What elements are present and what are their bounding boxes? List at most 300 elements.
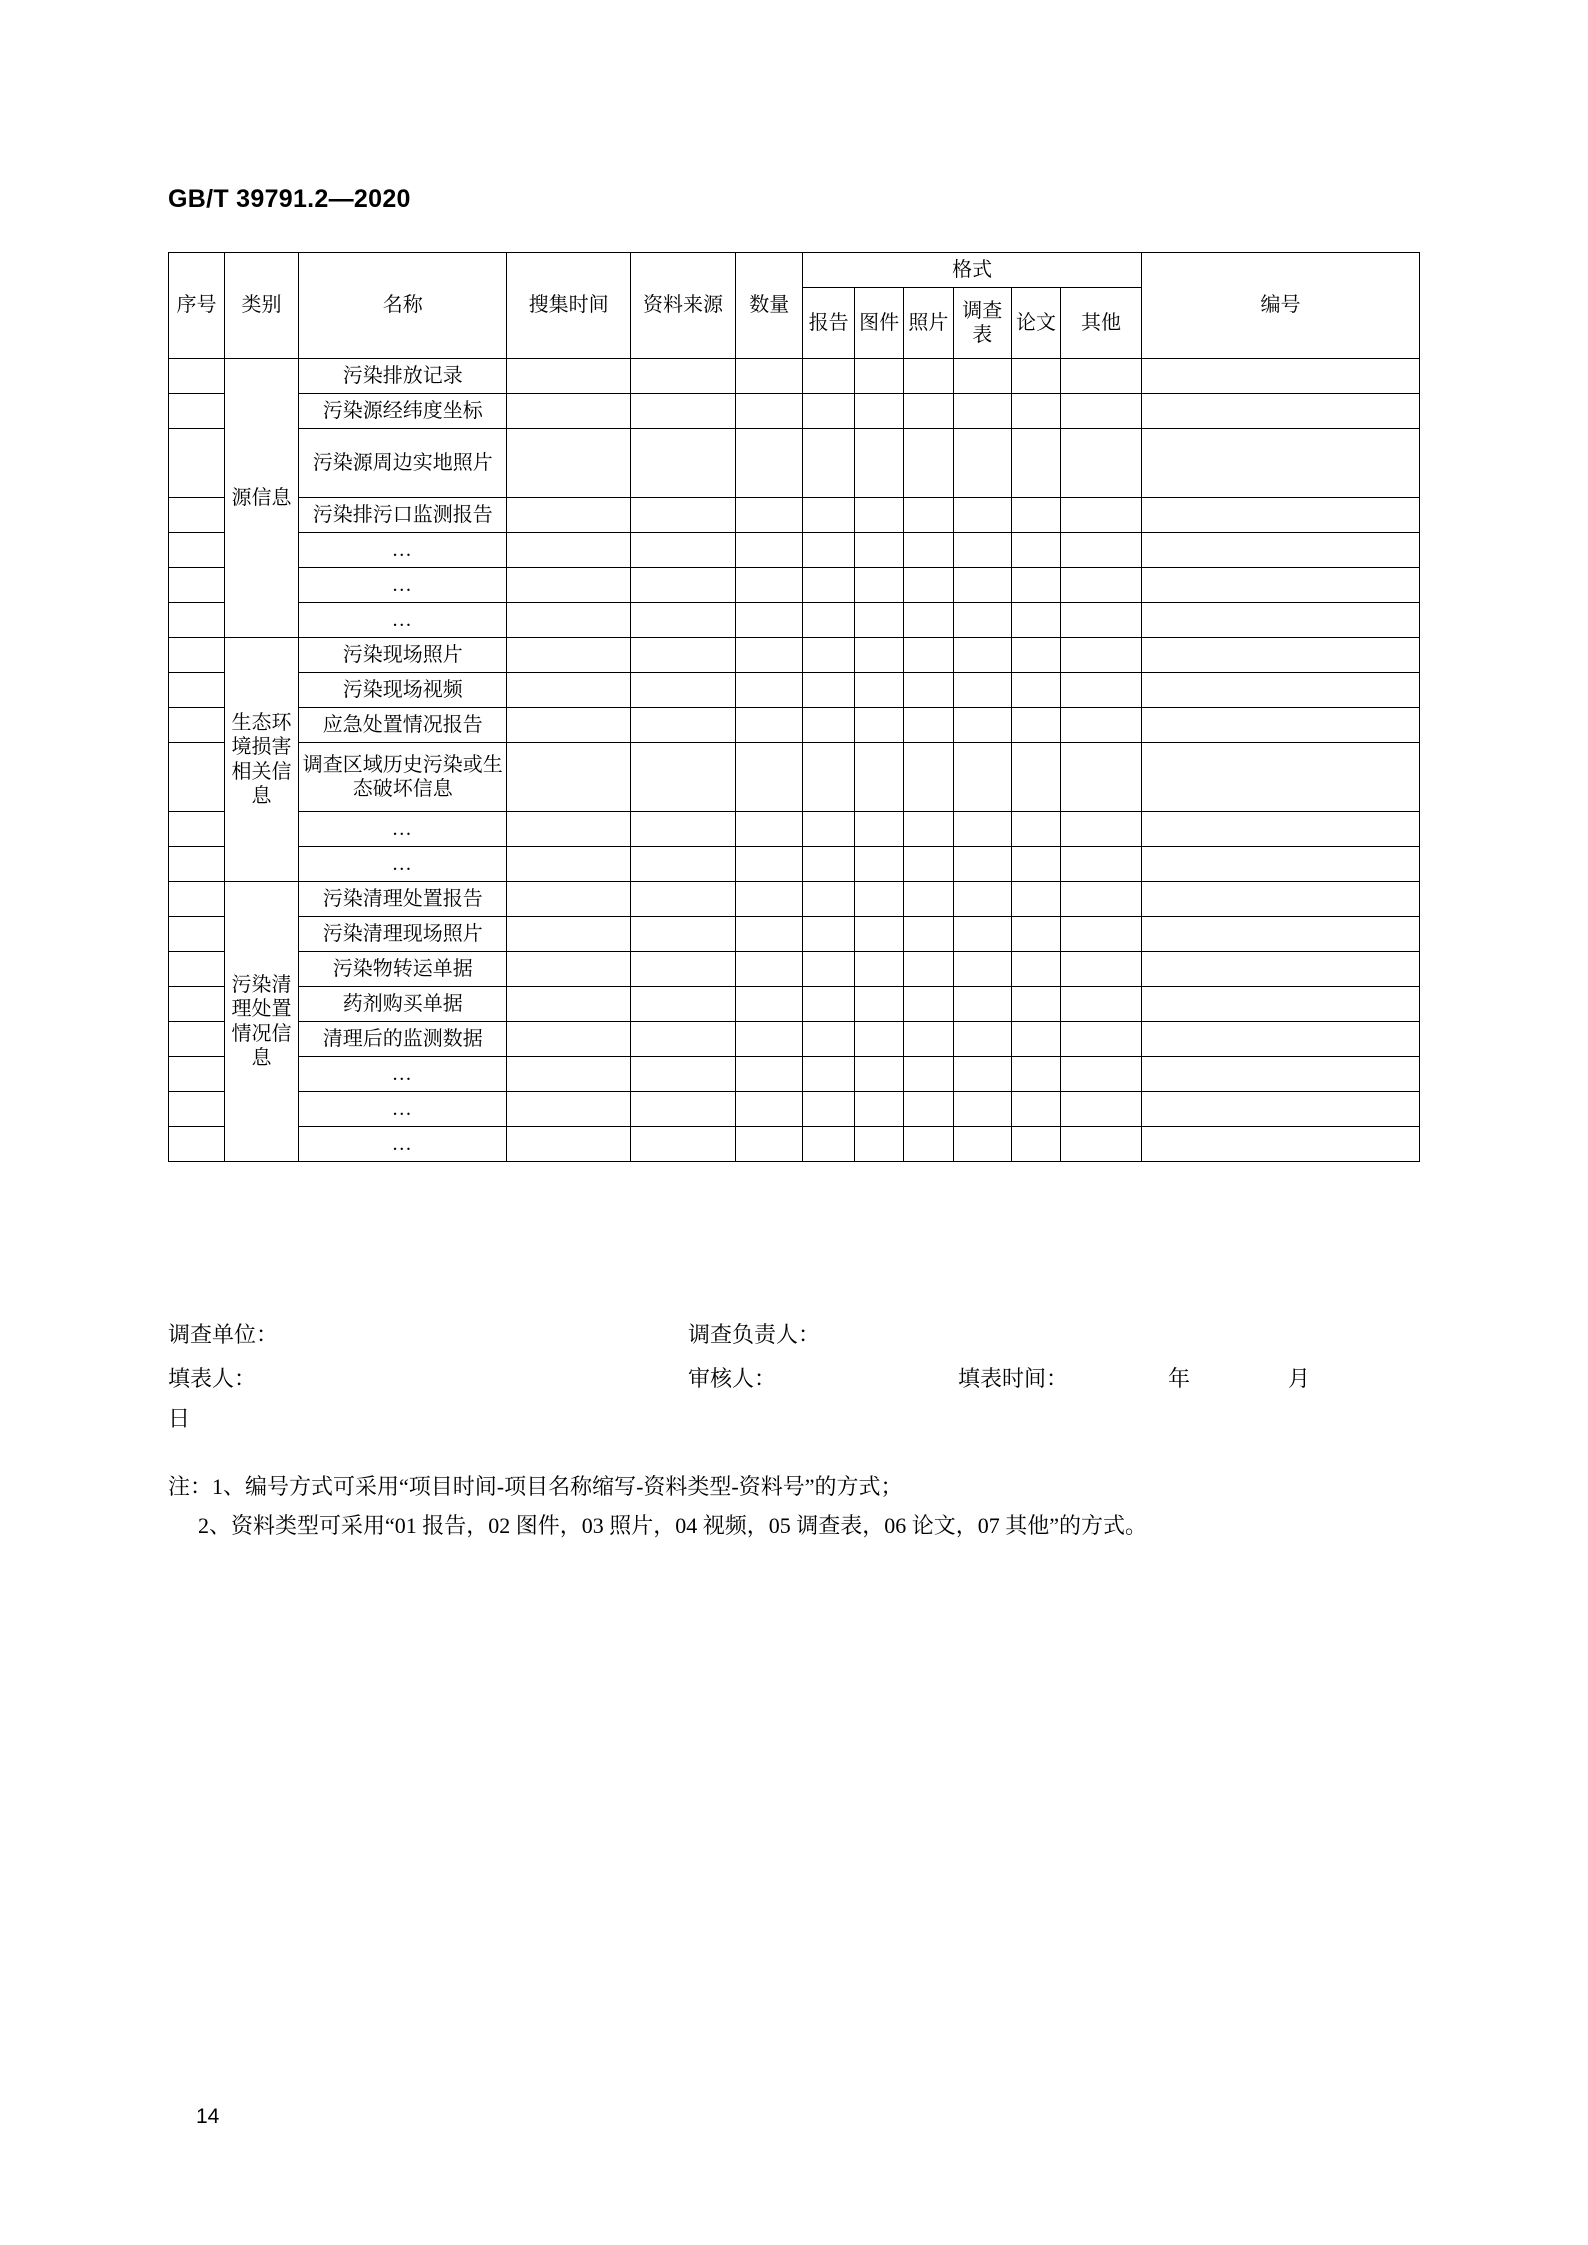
cell-format-drawing[interactable]	[854, 394, 903, 429]
cell-format-report[interactable]	[803, 917, 855, 952]
cell-format-other[interactable]	[1061, 708, 1142, 743]
cell-format-report[interactable]	[803, 708, 855, 743]
cell-format-questionnaire[interactable]	[953, 1022, 1011, 1057]
header-format-group: 格式	[803, 253, 1142, 288]
header-source: 资料来源	[630, 253, 735, 359]
header-format-other: 其他	[1061, 288, 1142, 359]
cell-collect-time[interactable]	[507, 394, 630, 429]
table-row	[169, 708, 1420, 743]
cell-format-drawing[interactable]	[854, 638, 903, 673]
cell-format-photo[interactable]	[904, 917, 953, 952]
cell-name: 污染清理处置报告	[299, 882, 507, 917]
cell-name: …	[299, 603, 507, 638]
cell-code[interactable]	[1141, 812, 1419, 847]
cell-format-other[interactable]	[1061, 394, 1142, 429]
cell-format-drawing[interactable]	[854, 603, 903, 638]
cell-format-questionnaire[interactable]	[953, 1092, 1011, 1127]
cell-format-paper[interactable]	[1011, 1127, 1060, 1162]
cell-code[interactable]	[1141, 568, 1419, 603]
cell-format-questionnaire[interactable]	[953, 743, 1011, 812]
cell-format-other[interactable]	[1061, 812, 1142, 847]
cell-name: …	[299, 568, 507, 603]
table-row	[169, 743, 1420, 812]
cell-quantity[interactable]	[736, 429, 803, 498]
cell-format-drawing[interactable]	[854, 1127, 903, 1162]
cell-format-drawing[interactable]	[854, 1057, 903, 1092]
cell-source[interactable]	[630, 952, 735, 987]
cell-seq[interactable]	[169, 533, 225, 568]
cell-format-paper[interactable]	[1011, 847, 1060, 882]
cell-format-drawing[interactable]	[854, 952, 903, 987]
cell-name: 污染源经纬度坐标	[299, 394, 507, 429]
cell-format-paper[interactable]	[1011, 1092, 1060, 1127]
cell-source[interactable]	[630, 917, 735, 952]
cell-seq[interactable]	[169, 394, 225, 429]
table-row	[169, 847, 1420, 882]
cell-seq[interactable]	[169, 498, 225, 533]
cell-code[interactable]	[1141, 952, 1419, 987]
table-header-row-1	[169, 253, 1420, 288]
signature-line-1	[168, 1318, 1428, 1362]
cell-format-report[interactable]	[803, 743, 855, 812]
cell-format-other[interactable]	[1061, 952, 1142, 987]
cell-source[interactable]	[630, 987, 735, 1022]
cell-seq[interactable]	[169, 708, 225, 743]
table-row	[169, 638, 1420, 673]
label-reviewer: 审核人：	[688, 1366, 777, 1391]
cell-name: 污染现场视频	[299, 673, 507, 708]
table-row	[169, 952, 1420, 987]
cell-quantity[interactable]	[736, 812, 803, 847]
cell-quantity[interactable]	[736, 603, 803, 638]
cell-name: 污染排放记录	[299, 359, 507, 394]
cell-format-other[interactable]	[1061, 882, 1142, 917]
table-row	[169, 429, 1420, 498]
cell-collect-time[interactable]	[507, 638, 630, 673]
cell-format-photo[interactable]	[904, 533, 953, 568]
cell-format-other[interactable]	[1061, 1022, 1142, 1057]
cell-format-paper[interactable]	[1011, 1057, 1060, 1092]
cell-code[interactable]	[1141, 1022, 1419, 1057]
header-quantity: 数量	[736, 253, 803, 359]
cell-seq[interactable]	[169, 359, 225, 394]
cell-name: 药剂购买单据	[299, 987, 507, 1022]
cell-seq[interactable]	[169, 812, 225, 847]
cell-format-photo[interactable]	[904, 1092, 953, 1127]
cell-quantity[interactable]	[736, 673, 803, 708]
cell-collect-time[interactable]	[507, 1057, 630, 1092]
cell-category-3: 污染清理处置情况信息	[225, 882, 299, 1162]
cell-format-questionnaire[interactable]	[953, 603, 1011, 638]
cell-source[interactable]	[630, 568, 735, 603]
cell-name: 污染物转运单据	[299, 952, 507, 987]
cell-seq[interactable]	[169, 952, 225, 987]
cell-code[interactable]	[1141, 498, 1419, 533]
cell-format-photo[interactable]	[904, 812, 953, 847]
cell-category-2: 生态环境损害相关信息	[225, 638, 299, 882]
cell-format-report[interactable]	[803, 568, 855, 603]
label-day: 日	[168, 1406, 191, 1431]
cell-format-photo[interactable]	[904, 603, 953, 638]
header-category: 类别	[225, 253, 299, 359]
cell-format-other[interactable]	[1061, 673, 1142, 708]
cell-source[interactable]	[630, 708, 735, 743]
cell-format-paper[interactable]	[1011, 708, 1060, 743]
label-month: 月	[1288, 1366, 1311, 1391]
cell-format-questionnaire[interactable]	[953, 708, 1011, 743]
cell-name: 污染排污口监测报告	[299, 498, 507, 533]
cell-category-1: 源信息	[225, 359, 299, 638]
cell-name: …	[299, 1057, 507, 1092]
cell-format-drawing[interactable]	[854, 359, 903, 394]
cell-code[interactable]	[1141, 743, 1419, 812]
cell-format-paper[interactable]	[1011, 812, 1060, 847]
cell-format-paper[interactable]	[1011, 359, 1060, 394]
cell-code[interactable]	[1141, 1092, 1419, 1127]
cell-source[interactable]	[630, 882, 735, 917]
cell-code[interactable]	[1141, 359, 1419, 394]
cell-collect-time[interactable]	[507, 952, 630, 987]
cell-code[interactable]	[1141, 394, 1419, 429]
cell-collect-time[interactable]	[507, 568, 630, 603]
label-filler: 填表人：	[168, 1366, 257, 1391]
cell-name: …	[299, 1092, 507, 1127]
cell-source[interactable]	[630, 1127, 735, 1162]
cell-seq[interactable]	[169, 1092, 225, 1127]
table-row	[169, 568, 1420, 603]
cell-format-photo[interactable]	[904, 708, 953, 743]
cell-format-drawing[interactable]	[854, 1022, 903, 1057]
cell-seq[interactable]	[169, 1057, 225, 1092]
table-row	[169, 1022, 1420, 1057]
signature-block	[168, 1318, 1428, 1406]
table-row	[169, 533, 1420, 568]
cell-source[interactable]	[630, 533, 735, 568]
cell-quantity[interactable]	[736, 743, 803, 812]
cell-source[interactable]	[630, 1057, 735, 1092]
cell-source[interactable]	[630, 359, 735, 394]
cell-quantity[interactable]	[736, 952, 803, 987]
cell-format-questionnaire[interactable]	[953, 952, 1011, 987]
cell-format-photo[interactable]	[904, 568, 953, 603]
cell-format-other[interactable]	[1061, 1127, 1142, 1162]
cell-format-photo[interactable]	[904, 673, 953, 708]
cell-quantity[interactable]	[736, 847, 803, 882]
cell-code[interactable]	[1141, 987, 1419, 1022]
cell-format-drawing[interactable]	[854, 429, 903, 498]
cell-source[interactable]	[630, 812, 735, 847]
cell-format-report[interactable]	[803, 498, 855, 533]
cell-quantity[interactable]	[736, 394, 803, 429]
cell-format-paper[interactable]	[1011, 917, 1060, 952]
cell-format-drawing[interactable]	[854, 847, 903, 882]
header-format-questionnaire: 调查表	[953, 288, 1011, 359]
note-1: 注：1、编号方式可采用“项目时间-项目名称缩写-资料类型-资料号”的方式；	[168, 1474, 903, 1499]
cell-quantity[interactable]	[736, 1092, 803, 1127]
cell-code[interactable]	[1141, 1127, 1419, 1162]
cell-name: 污染现场照片	[299, 638, 507, 673]
cell-format-other[interactable]	[1061, 847, 1142, 882]
cell-collect-time[interactable]	[507, 1022, 630, 1057]
cell-format-photo[interactable]	[904, 638, 953, 673]
cell-format-report[interactable]	[803, 673, 855, 708]
cell-format-drawing[interactable]	[854, 498, 903, 533]
cell-format-other[interactable]	[1061, 603, 1142, 638]
cell-name: …	[299, 812, 507, 847]
cell-format-drawing[interactable]	[854, 917, 903, 952]
cell-source[interactable]	[630, 394, 735, 429]
cell-format-photo[interactable]	[904, 429, 953, 498]
cell-quantity[interactable]	[736, 359, 803, 394]
cell-quantity[interactable]	[736, 498, 803, 533]
cell-format-report[interactable]	[803, 1057, 855, 1092]
cell-seq[interactable]	[169, 429, 225, 498]
cell-format-drawing[interactable]	[854, 708, 903, 743]
cell-source[interactable]	[630, 638, 735, 673]
cell-format-questionnaire[interactable]	[953, 917, 1011, 952]
header-seq: 序号	[169, 253, 225, 359]
cell-collect-time[interactable]	[507, 987, 630, 1022]
cell-format-report[interactable]	[803, 1127, 855, 1162]
cell-format-questionnaire[interactable]	[953, 1057, 1011, 1092]
cell-format-other[interactable]	[1061, 917, 1142, 952]
cell-format-photo[interactable]	[904, 394, 953, 429]
cell-code[interactable]	[1141, 429, 1419, 498]
cell-format-paper[interactable]	[1011, 1022, 1060, 1057]
cell-source[interactable]	[630, 1092, 735, 1127]
cell-format-drawing[interactable]	[854, 533, 903, 568]
header-code: 编号	[1141, 253, 1419, 359]
cell-seq[interactable]	[169, 673, 225, 708]
table-row	[169, 394, 1420, 429]
cell-seq[interactable]	[169, 638, 225, 673]
cell-collect-time[interactable]	[507, 917, 630, 952]
cell-seq[interactable]	[169, 882, 225, 917]
label-survey-unit: 调查单位：	[168, 1322, 279, 1347]
cell-format-photo[interactable]	[904, 1127, 953, 1162]
cell-code[interactable]	[1141, 533, 1419, 568]
cell-quantity[interactable]	[736, 882, 803, 917]
cell-format-drawing[interactable]	[854, 812, 903, 847]
cell-name: …	[299, 847, 507, 882]
cell-collect-time[interactable]	[507, 498, 630, 533]
cell-format-other[interactable]	[1061, 533, 1142, 568]
table-row	[169, 603, 1420, 638]
cell-format-questionnaire[interactable]	[953, 987, 1011, 1022]
cell-code[interactable]	[1141, 847, 1419, 882]
cell-format-other[interactable]	[1061, 743, 1142, 812]
cell-seq[interactable]	[169, 603, 225, 638]
cell-format-drawing[interactable]	[854, 673, 903, 708]
cell-seq[interactable]	[169, 847, 225, 882]
cell-format-paper[interactable]	[1011, 568, 1060, 603]
cell-quantity[interactable]	[736, 568, 803, 603]
cell-collect-time[interactable]	[507, 359, 630, 394]
cell-quantity[interactable]	[736, 1022, 803, 1057]
cell-name: 应急处置情况报告	[299, 708, 507, 743]
cell-format-other[interactable]	[1061, 638, 1142, 673]
cell-format-other[interactable]	[1061, 498, 1142, 533]
cell-format-paper[interactable]	[1011, 533, 1060, 568]
header-name: 名称	[299, 253, 507, 359]
cell-format-report[interactable]	[803, 1022, 855, 1057]
cell-format-paper[interactable]	[1011, 882, 1060, 917]
cell-format-photo[interactable]	[904, 498, 953, 533]
cell-collect-time[interactable]	[507, 882, 630, 917]
cell-seq[interactable]	[169, 1022, 225, 1057]
cell-source[interactable]	[630, 603, 735, 638]
cell-format-paper[interactable]	[1011, 498, 1060, 533]
cell-format-paper[interactable]	[1011, 638, 1060, 673]
cell-collect-time[interactable]	[507, 673, 630, 708]
cell-quantity[interactable]	[736, 533, 803, 568]
table-row	[169, 673, 1420, 708]
cell-format-photo[interactable]	[904, 359, 953, 394]
cell-format-report[interactable]	[803, 394, 855, 429]
cell-source[interactable]	[630, 673, 735, 708]
note-2: 2、资料类型可采用“01 报告，02 图件，03 照片，04 视频，05 调查表，06 论文，07 其他”的方式。	[198, 1512, 1148, 1538]
cell-collect-time[interactable]	[507, 429, 630, 498]
cell-format-questionnaire[interactable]	[953, 882, 1011, 917]
cell-format-photo[interactable]	[904, 1022, 953, 1057]
cell-quantity[interactable]	[736, 708, 803, 743]
cell-format-photo[interactable]	[904, 1057, 953, 1092]
cell-format-report[interactable]	[803, 638, 855, 673]
cell-format-paper[interactable]	[1011, 673, 1060, 708]
cell-format-questionnaire[interactable]	[953, 638, 1011, 673]
cell-format-paper[interactable]	[1011, 394, 1060, 429]
cell-format-report[interactable]	[803, 1092, 855, 1127]
cell-format-drawing[interactable]	[854, 743, 903, 812]
cell-format-questionnaire[interactable]	[953, 429, 1011, 498]
cell-name: 污染源周边实地照片	[299, 429, 507, 498]
cell-format-other[interactable]	[1061, 1092, 1142, 1127]
cell-format-drawing[interactable]	[854, 882, 903, 917]
cell-collect-time[interactable]	[507, 708, 630, 743]
cell-collect-time[interactable]	[507, 847, 630, 882]
cell-format-paper[interactable]	[1011, 603, 1060, 638]
cell-collect-time[interactable]	[507, 603, 630, 638]
cell-format-photo[interactable]	[904, 743, 953, 812]
cell-source[interactable]	[630, 498, 735, 533]
cell-collect-time[interactable]	[507, 812, 630, 847]
cell-format-photo[interactable]	[904, 987, 953, 1022]
cell-source[interactable]	[630, 847, 735, 882]
header-collect-time: 搜集时间	[507, 253, 630, 359]
cell-quantity[interactable]	[736, 987, 803, 1022]
cell-quantity[interactable]	[736, 1127, 803, 1162]
cell-format-other[interactable]	[1061, 1057, 1142, 1092]
cell-collect-time[interactable]	[507, 1092, 630, 1127]
cell-source[interactable]	[630, 429, 735, 498]
cell-code[interactable]	[1141, 882, 1419, 917]
cell-name: 污染清理现场照片	[299, 917, 507, 952]
cell-code[interactable]	[1141, 638, 1419, 673]
header-format-report: 报告	[803, 288, 855, 359]
cell-quantity[interactable]	[736, 917, 803, 952]
cell-format-questionnaire[interactable]	[953, 1127, 1011, 1162]
cell-format-report[interactable]	[803, 533, 855, 568]
label-fill-time: 填表时间：	[958, 1366, 1069, 1391]
cell-code[interactable]	[1141, 673, 1419, 708]
table-row	[169, 359, 1420, 394]
cell-seq[interactable]	[169, 743, 225, 812]
cell-quantity[interactable]	[736, 1057, 803, 1092]
cell-collect-time[interactable]	[507, 743, 630, 812]
cell-source[interactable]	[630, 743, 735, 812]
cell-format-other[interactable]	[1061, 568, 1142, 603]
cell-format-questionnaire[interactable]	[953, 673, 1011, 708]
cell-format-questionnaire[interactable]	[953, 533, 1011, 568]
cell-format-photo[interactable]	[904, 847, 953, 882]
signature-line-2	[168, 1362, 1428, 1406]
cell-format-report[interactable]	[803, 812, 855, 847]
cell-format-report[interactable]	[803, 359, 855, 394]
cell-format-photo[interactable]	[904, 952, 953, 987]
table-row	[169, 987, 1420, 1022]
cell-format-questionnaire[interactable]	[953, 359, 1011, 394]
cell-seq[interactable]	[169, 987, 225, 1022]
table-row	[169, 1127, 1420, 1162]
cell-format-paper[interactable]	[1011, 952, 1060, 987]
cell-format-report[interactable]	[803, 882, 855, 917]
cell-format-photo[interactable]	[904, 882, 953, 917]
cell-code[interactable]	[1141, 917, 1419, 952]
cell-code[interactable]	[1141, 1057, 1419, 1092]
cell-seq[interactable]	[169, 917, 225, 952]
table-row	[169, 1057, 1420, 1092]
cell-format-report[interactable]	[803, 952, 855, 987]
data-collection-table	[168, 252, 1420, 1162]
cell-format-report[interactable]	[803, 603, 855, 638]
cell-name: …	[299, 1127, 507, 1162]
cell-format-questionnaire[interactable]	[953, 498, 1011, 533]
cell-format-drawing[interactable]	[854, 987, 903, 1022]
cell-format-drawing[interactable]	[854, 568, 903, 603]
cell-code[interactable]	[1141, 603, 1419, 638]
cell-format-questionnaire[interactable]	[953, 568, 1011, 603]
notes-block	[168, 1468, 1438, 1545]
cell-format-drawing[interactable]	[854, 1092, 903, 1127]
cell-name: 调查区域历史污染或生态破坏信息	[299, 743, 507, 812]
table-row	[169, 1092, 1420, 1127]
cell-format-questionnaire[interactable]	[953, 394, 1011, 429]
cell-format-report[interactable]	[803, 429, 855, 498]
header-format-paper: 论文	[1011, 288, 1060, 359]
cell-format-other[interactable]	[1061, 359, 1142, 394]
cell-format-questionnaire[interactable]	[953, 812, 1011, 847]
cell-format-paper[interactable]	[1011, 743, 1060, 812]
cell-format-report[interactable]	[803, 987, 855, 1022]
cell-format-other[interactable]	[1061, 987, 1142, 1022]
cell-seq[interactable]	[169, 568, 225, 603]
cell-format-paper[interactable]	[1011, 987, 1060, 1022]
table-row	[169, 917, 1420, 952]
header-format-drawing: 图件	[854, 288, 903, 359]
cell-format-report[interactable]	[803, 847, 855, 882]
cell-source[interactable]	[630, 1022, 735, 1057]
cell-seq[interactable]	[169, 1127, 225, 1162]
cell-quantity[interactable]	[736, 638, 803, 673]
cell-collect-time[interactable]	[507, 1127, 630, 1162]
cell-format-questionnaire[interactable]	[953, 847, 1011, 882]
cell-format-other[interactable]	[1061, 429, 1142, 498]
standard-number: GB/T 39791.2—2020	[168, 185, 411, 213]
table-row	[169, 812, 1420, 847]
cell-format-paper[interactable]	[1011, 429, 1060, 498]
cell-code[interactable]	[1141, 708, 1419, 743]
cell-collect-time[interactable]	[507, 533, 630, 568]
